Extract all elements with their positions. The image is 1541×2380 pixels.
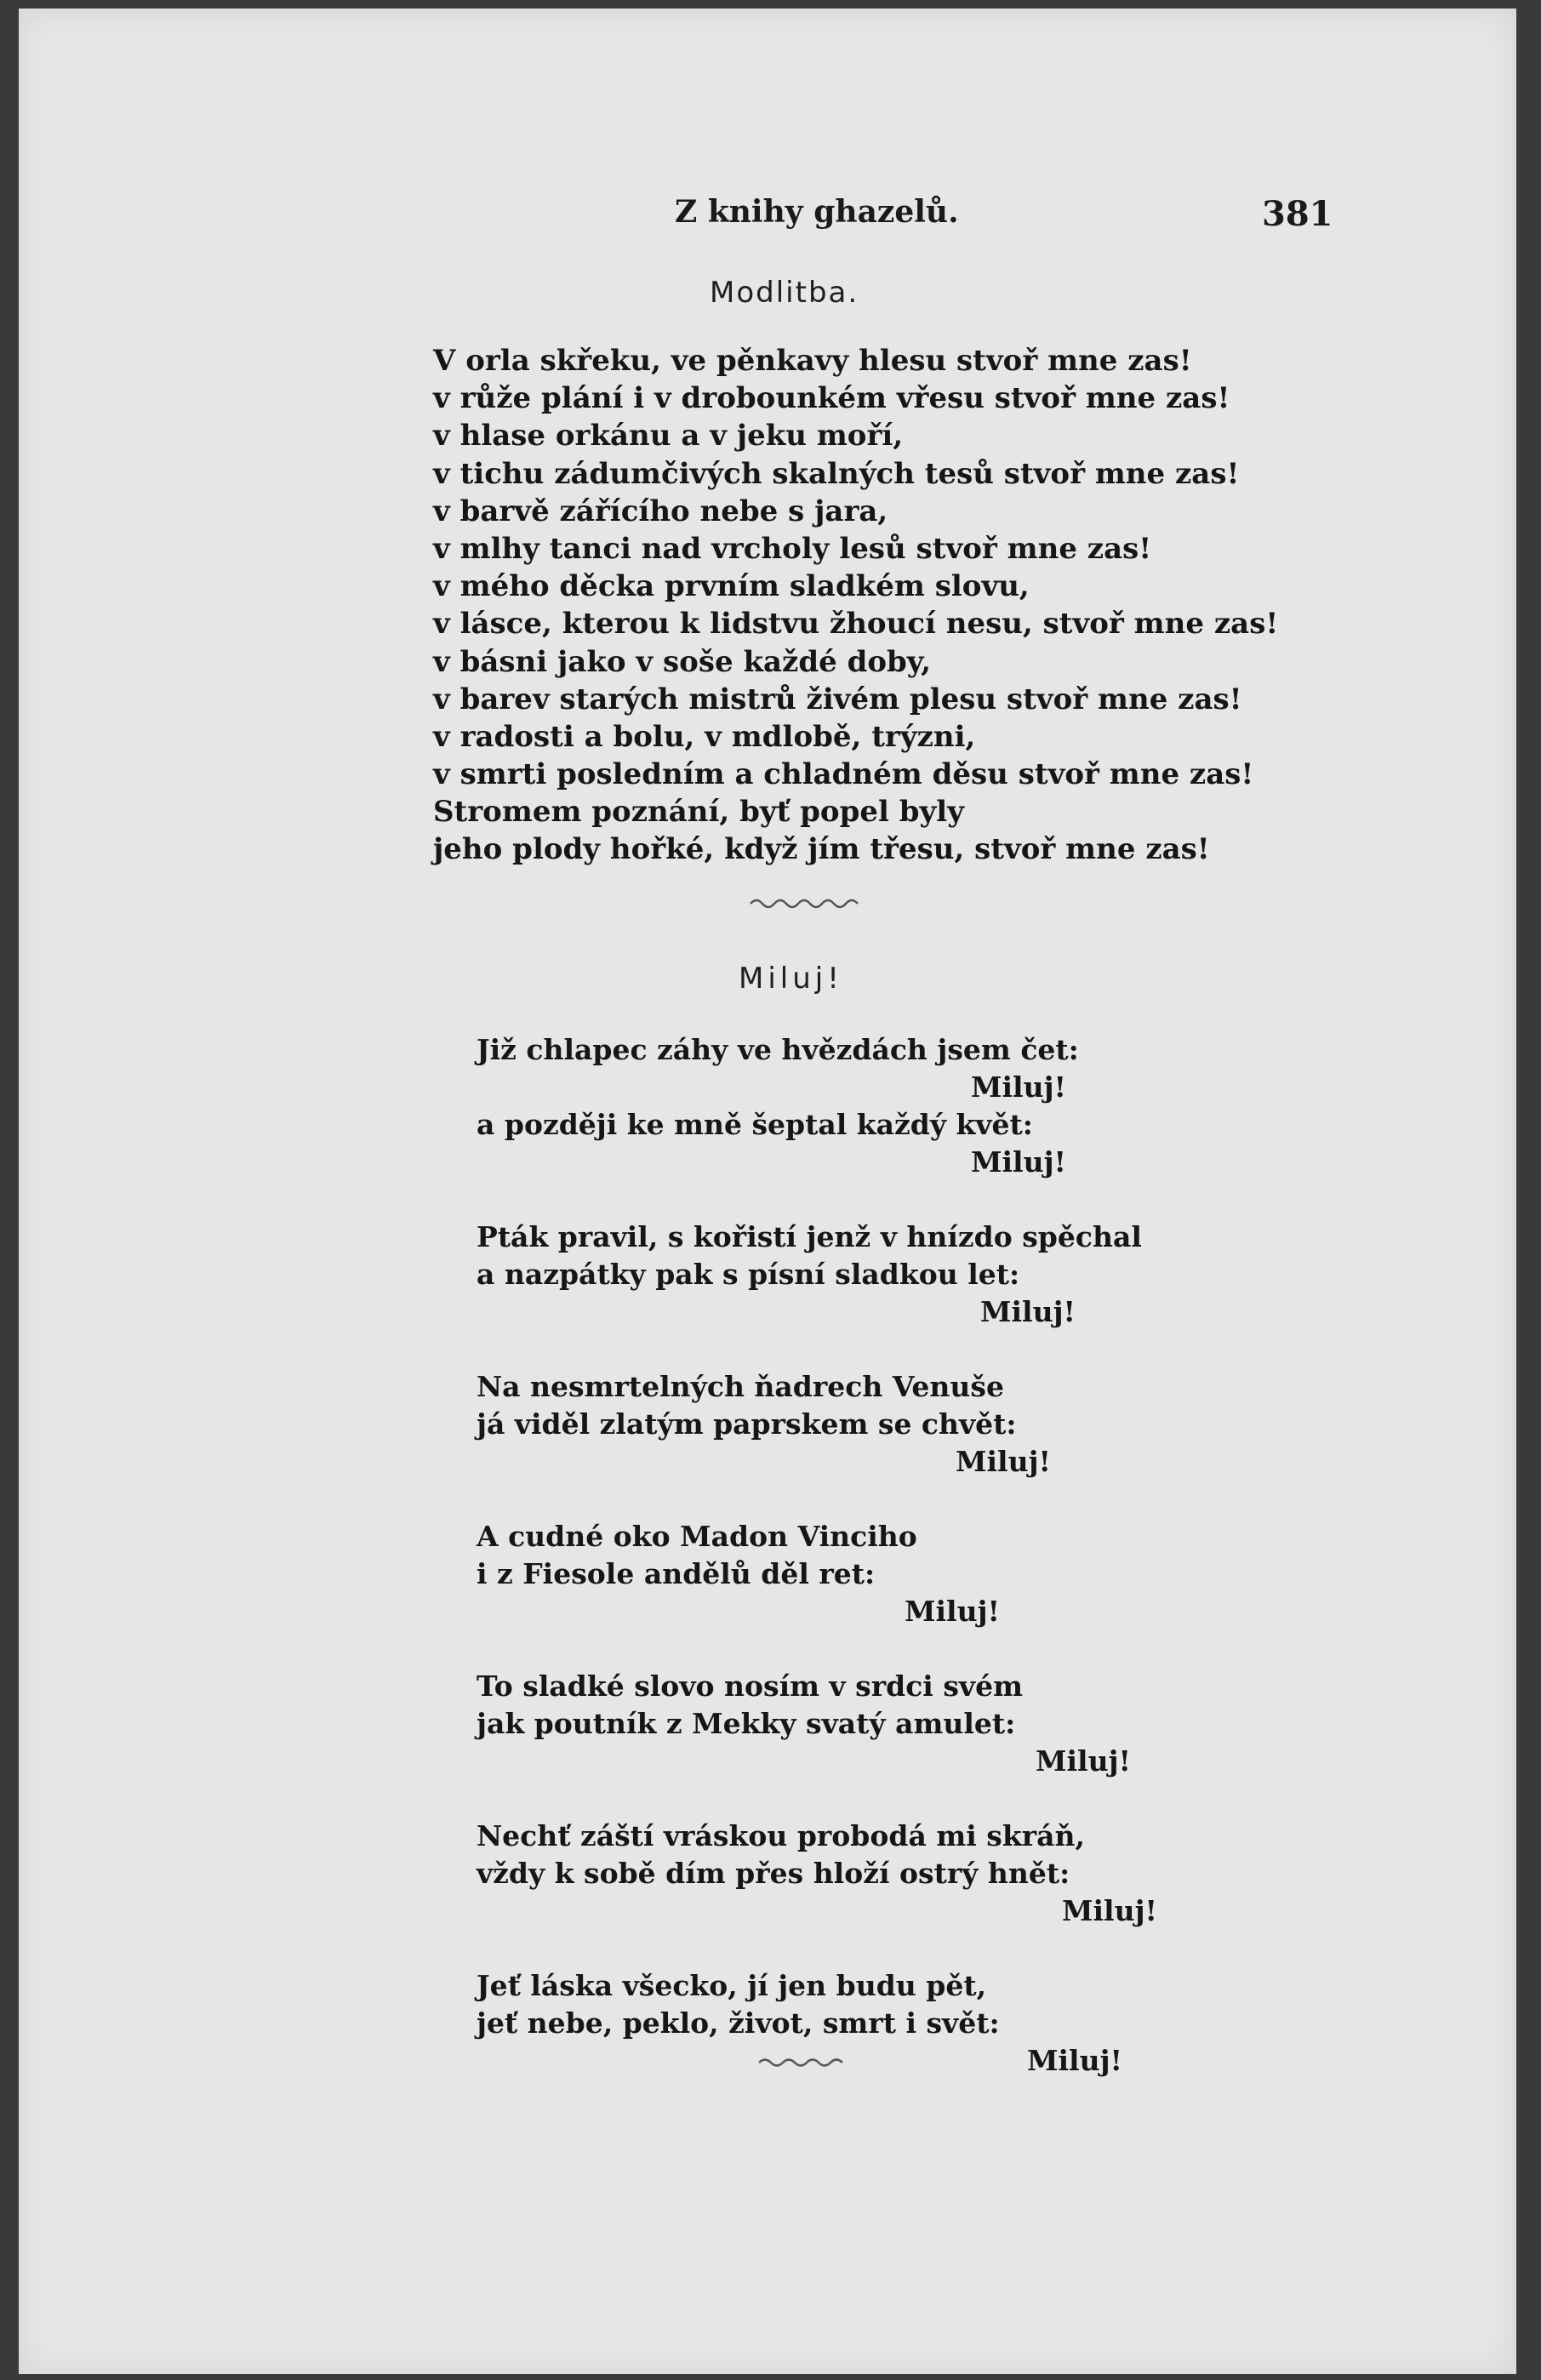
- stanza: [477, 1219, 1183, 1331]
- stanza: [477, 1031, 1183, 1181]
- poem-line: v tichu zádumčivých skalných tesů stvoř mne zas!: [433, 456, 1240, 491]
- poem-line: To sladké slovo nosím v srdci svém: [477, 1669, 1024, 1703]
- poem-line: Jeť láska všecko, jí jen budu pět,: [477, 1969, 987, 2002]
- poem-line: a nazpátky pak s písní sladkou let:: [477, 1258, 1020, 1291]
- poem-line: i z Fiesole andělů děl ret:: [477, 1557, 876, 1590]
- poem-line: v růže plání i v drobounkém vřesu stvoř mne zas!: [433, 381, 1230, 416]
- poem-line: Pták pravil, s kořistí jenž v hnízdo spěchal: [477, 1220, 1142, 1253]
- poem-line: a později ke mně šeptal každý květ:: [477, 1108, 1033, 1141]
- poem-line: v radosti a bolu, v mdlobě, trýzni,: [433, 719, 976, 754]
- poem-line: jeho plody hořké, když jím třesu, stvoř mne zas!: [433, 832, 1210, 867]
- stanza: [477, 1368, 1183, 1481]
- refrain: Miluj!: [955, 1445, 1051, 1478]
- poem-line: v mého děcka prvním sladkém slovu,: [433, 569, 1030, 604]
- poem-line: Na nesmrtelných ňadrech Venuše: [477, 1370, 1004, 1403]
- poem-line: V orla skřeku, ve pěnkavy hlesu stvoř mne zas!: [433, 344, 1192, 378]
- stanza: [477, 1518, 1183, 1630]
- end-ornament: [755, 2052, 857, 2069]
- poem-line: v básni jako v soše každé doby,: [433, 644, 932, 679]
- page-number: 381: [1262, 194, 1333, 234]
- poem-miluj: [477, 1031, 1183, 2117]
- refrain: Miluj!: [904, 1595, 1000, 1628]
- poem-modlitba: [433, 342, 1278, 869]
- poem-title-miluj: Miluj!: [739, 962, 843, 996]
- poem-line: v hlase orkánu a v jeku moří,: [433, 419, 904, 454]
- refrain: Miluj!: [970, 1145, 1066, 1179]
- poem-line: já viděl zlatým paprskem se chvět:: [477, 1407, 1017, 1441]
- poem-line: v barvě zářícího nebe s jara,: [433, 494, 888, 528]
- poem-line: v mlhy tanci nad vrcholy lesů stvoř mne zas!: [433, 531, 1152, 566]
- poem-title-modlitba: Modlitba.: [710, 276, 859, 310]
- poem-line: Stromem poznání, byť popel byly: [433, 795, 964, 830]
- poem-line: Nechť záští vráskou probodá mi skráň,: [477, 1819, 1085, 1852]
- refrain: Miluj!: [1035, 1744, 1131, 1778]
- poem-line: Již chlapec záhy ve hvězdách jsem čet:: [477, 1033, 1079, 1066]
- refrain: Miluj!: [1061, 1894, 1157, 1927]
- poem-line: jeť nebe, peklo, život, smrt i svět:: [477, 2006, 1000, 2040]
- stanza: [477, 1668, 1183, 1780]
- running-title: Z knihy ghazelů.: [675, 194, 959, 230]
- stanza: [477, 1818, 1183, 1930]
- refrain: Miluj!: [979, 1295, 1076, 1328]
- poem-line: A cudné oko Madon Vinciho: [477, 1520, 917, 1553]
- section-divider-ornament: [746, 893, 865, 910]
- poem-line: v lásce, kterou k lidstvu žhoucí nesu, stvoř mne zas!: [433, 607, 1279, 642]
- poem-line: v smrti posledním a chladném děsu stvoř mne zas!: [433, 757, 1254, 792]
- refrain: Miluj!: [1026, 2044, 1122, 2077]
- poem-line: vždy k sobě dím přes hloží ostrý hnět:: [477, 1857, 1070, 1890]
- poem-line: v barev starých mistrů živém plesu stvoř mne zas!: [433, 682, 1242, 716]
- refrain: Miluj!: [970, 1070, 1066, 1104]
- page: [19, 9, 1516, 2374]
- poem-line: jak poutník z Mekky svatý amulet:: [477, 1707, 1016, 1740]
